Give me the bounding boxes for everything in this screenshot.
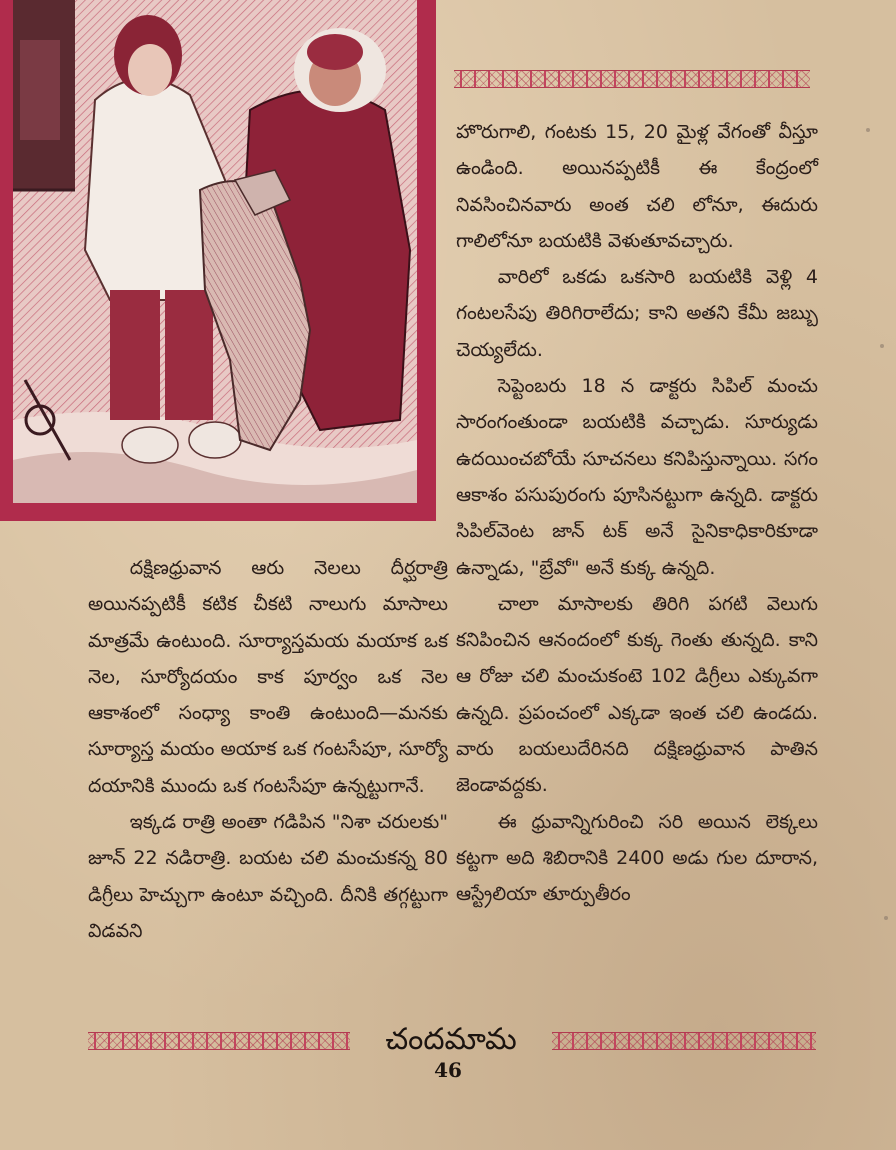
polar-explorers-illustration — [0, 0, 436, 521]
right-paragraph-2: వారిలో ఒకడు ఒకసారి బయటికి వెళ్లి 4 గంటలసేపు తిరిగిరాలేదు; కాని అతని కేమీ జబ్బు చెయ్యలేదు. — [456, 266, 818, 361]
right-paragraph-4: చాలా మాసాలకు తిరిగి పగటి వెలుగు కనిపించిన ఆనందంలో కుక్క గెంతు తున్నది. కాని ఆ రోజు చలి మంచుకంటె 102 డిగ్రీలు ఎక్కువగా ఉన్నది. ప్రపంచంలో ఎక్కడా ఇంత చలి ఉండదు. వారు బయలుదేరినది దక్షిణధ్రువాన పాతిన జెండావద్దకు. — [456, 592, 818, 797]
left-text-column — [88, 550, 448, 949]
right-paragraph-3: సెప్టెంబరు 18 న డాక్టరు సిపిల్ మంచు సారంగంతుండా బయటికి వచ్చాడు. సూర్యుడు ఉదయించబోయే సూచనలు కనిపిస్తున్నాయి. సగం ఆకాశం పసుపురంగు పూసినట్టుగా ఉన్నది. డాక్టరు సిపిల్‌వెంట జాన్ టక్ అనే సైనికాధికారికూడా ఉన్నాడు, "బ్రేవో" అనే కుక్క ఉన్నది. — [456, 375, 818, 579]
paper-speck — [866, 128, 870, 132]
top-ornamental-border — [454, 70, 810, 88]
paper-speck — [880, 344, 884, 348]
right-text-column — [456, 114, 818, 913]
illustration-frame — [0, 0, 436, 521]
right-paragraph-5: ఈ ధ్రువాన్నిగురించి సరి అయిన లెక్కలు కట్టగా అది శిబిరానికి 2400 అడు గుల దూరాన, ఆస్ట్రేలియా తూర్పుతీరం — [456, 810, 818, 906]
left-paragraph-1: దక్షిణధ్రువాన ఆరు నెలలు దీర్ఘరాత్రి అయినప్పటికీ కటిక చీకటి నాలుగు మాసాలు మాత్రమే ఉంటుంది. సూర్యాస్తమయ మయాక ఒక నెల, సూర్యోదయం కాక పూర్వం ఒక నెల ఆకాశంలో సంధ్యా కాంతి ఉంటుంది—మనకు సూర్యాస్త మయం అయాక ఒక గంటసేపూ, సూర్యో దయానికి ముందు ఒక గంటసేపూ ఉన్నట్టుగానే. — [88, 557, 448, 797]
footer-ornament-left — [88, 1032, 350, 1050]
magazine-title: చందమామ — [385, 1022, 517, 1057]
left-paragraph-2: ఇక్కడ రాత్రి అంతా గడిపిన "నిశా చరులకు" జూన్ 22 నడిరాత్రి. బయట చలి మంచుకన్న 80 డిగ్రీలు హెచ్చుగా ఉంటూ వచ్చింది. దీనికి తగ్గట్టుగా విడవని — [88, 811, 448, 942]
page-number: 46 — [434, 1058, 462, 1082]
footer-ornament-right — [552, 1032, 816, 1050]
paper-speck — [884, 916, 888, 920]
right-paragraph-1: హొరుగాలి, గంటకు 15, 20 మైళ్ల వేగంతో వీస్తూ ఉండింది. అయినప్పటికీ ఈ కేంద్రంలో నివసించినవారు అంత చలి లోనూ, ఈదురు గాలిలోనూ బయటికి వెళుతూవచ్చారు. — [456, 121, 818, 252]
